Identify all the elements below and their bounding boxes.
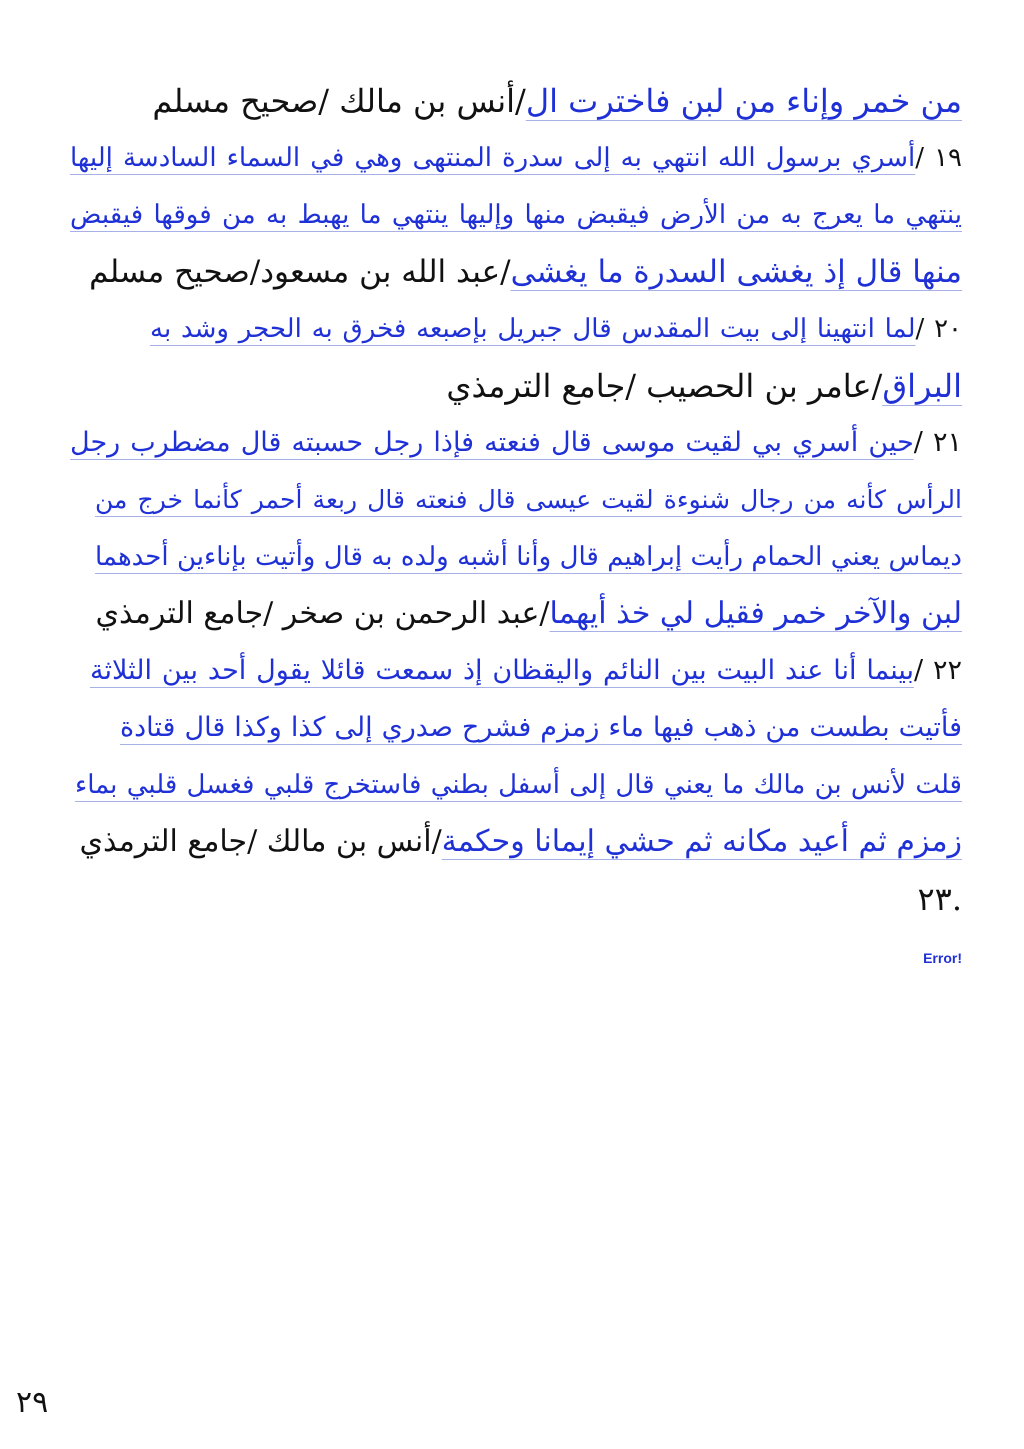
- hadith-text: زمزم ثم أعيد مكانه ثم حشي إيمانا وحكمة: [441, 824, 962, 859]
- hadith-number: ٢١ /: [913, 427, 962, 458]
- text-line-13: [75, 756, 962, 814]
- hadith-text: البراق: [882, 367, 962, 405]
- hadith-text: بينما أنا عند البيت بين النائم واليقظان إذ سمعت قائلا يقول أحد بين الثلاثة: [90, 655, 915, 686]
- hadith-text: من خمر وإناء من لبن فاخترت ال: [525, 82, 962, 120]
- hadith-number: ١٩ /: [915, 143, 963, 173]
- hadith-source: /أنس بن مالك /جامع الترمذي: [79, 824, 442, 859]
- text-line-2: [70, 129, 962, 187]
- hadith-number: ٢٢ /: [914, 655, 962, 686]
- page-number: ٢٩: [16, 1385, 49, 1420]
- hadith-text: قلت لأنس بن مالك ما يعني قال إلى أسفل بطني فاستخرج قلبي فغسل قلبي بماء: [75, 770, 962, 800]
- text-line-7: [70, 414, 962, 472]
- hadith-text: أسري برسول الله انتهي به إلى سدرة المنتهى وهي في السماء السادسة إليها: [70, 143, 916, 173]
- hadith-text: الرأس كأنه من رجال شنوءة لقيت عيسى قال فنعته قال ربعة أحمر كأنما خرج من: [95, 485, 962, 514]
- hadith-text: ديماس يعني الحمام رأيت إبراهيم قال وأنا أشبه ولده به قال وأتيت بإناءين أحدهما: [95, 542, 962, 572]
- text-line-1: [70, 72, 962, 130]
- hadith-number: ٢٠ /: [915, 314, 962, 344]
- text-line-12: [120, 699, 962, 757]
- hadith-source: /عبد الرحمن بن صخر /جامع الترمذي: [95, 596, 550, 631]
- text-line-15: [70, 870, 962, 928]
- text-line-5: [150, 300, 962, 358]
- hadith-number: .٢٣: [917, 880, 962, 918]
- text-line-14: [70, 813, 962, 871]
- hadith-source: /أنس بن مالك /صحيح مسلم: [152, 82, 526, 120]
- hadith-text: لبن والآخر خمر فقيل لي خذ أيهما: [549, 596, 962, 631]
- hadith-text: فأتيت بطست من ذهب فيها ماء زمزم فشرح صدري إلى كذا وكذا قال قتادة: [120, 712, 962, 743]
- hadith-text: منها قال إذ يغشى السدرة ما يغشى: [510, 254, 962, 290]
- text-line-10: [70, 585, 962, 643]
- hadith-source: /عبد الله بن مسعود/صحيح مسلم: [89, 254, 511, 290]
- hadith-source: /عامر بن الحصيب /جامع الترمذي: [446, 367, 883, 405]
- error-text: Error!: [923, 950, 962, 966]
- text-line-3: [70, 186, 962, 244]
- hadith-text: لما انتهينا إلى بيت المقدس قال جبريل بإصبعه فخرق به الحجر وشد به: [150, 314, 916, 344]
- text-line-4: [70, 243, 962, 301]
- hadith-text: ينتهي ما يعرج به من الأرض فيقبض منها وإليها ينتهي ما يهبط به من فوقها فيقبض: [70, 200, 962, 230]
- text-line-11: [90, 642, 962, 700]
- text-line-9: [95, 528, 962, 586]
- text-line-8: [95, 471, 962, 529]
- text-line-6: [70, 357, 962, 415]
- hadith-text: حين أسري بي لقيت موسى قال فنعته فإذا رجل حسبته قال مضطرب رجل: [70, 427, 914, 458]
